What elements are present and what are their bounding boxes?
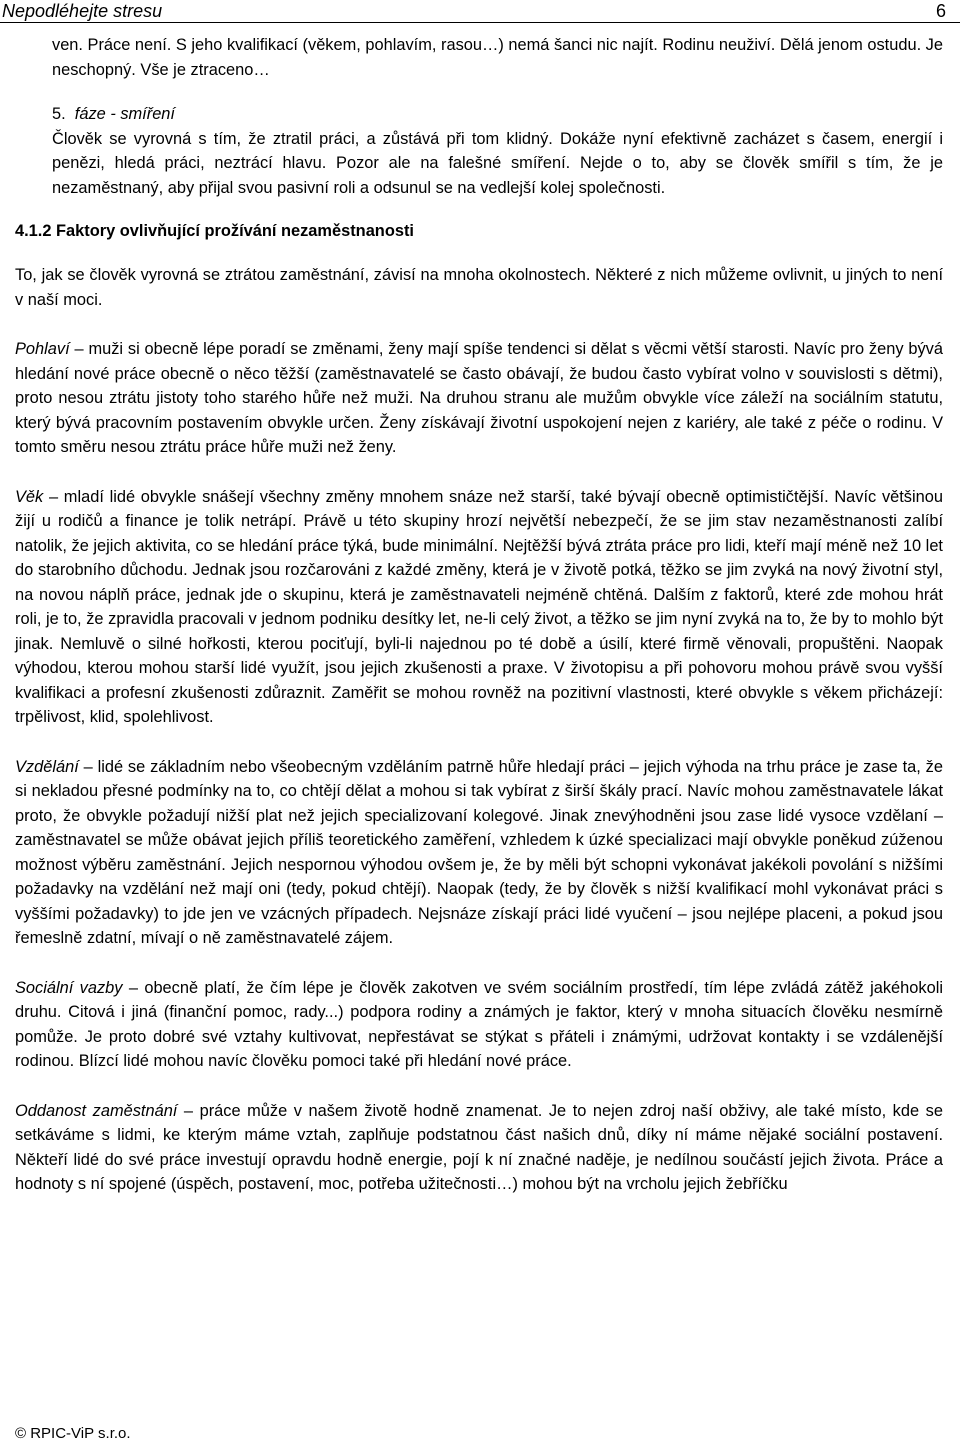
stage-5-block <box>15 102 943 200</box>
factor-text: – lidé se základním nebo všeobecným vzděláním patrně hůře hledají práci – jejich výhoda na trhu práce je zase ta, že si nekladou přesné podmínky na to, co chtějí dělat a mohou si tak vybírat z širší škály prací. Navíc mohou zaměstnavatele lákat proto, že obvykle požadují nižší plat než jejich specializovaní kolegové. Jinak znevýhodněni jsou zase lidé vysoce vzdělaní – zaměstnavatel se může obávat jejich příliš teoretického zaměření, vzhledem k úzké specializaci mají obvykle poněkud zúženou možnost výběru zaměstnání. Jejich nespornou výhodou ovšem je, že by měli být schopni vykonávat jakékoli povolání s nižšími požadavky na vzdělání než mají oni (tedy, pokud chtějí). Naopak (tedy, že by člověk s nižší kvalifikací mohl vykonávat práci s vyššími požadavky) to jde jen ve vzácných případech. Nejsnáze získají práci lidé vyučení – jsou nejlépe placeni, a pokud jsou řemeslně zdatní, mívají o ně zaměstnavatelé zájem. <box>15 757 943 947</box>
page-header <box>0 0 960 23</box>
factor-paragraph-social-ties <box>15 976 943 1074</box>
page-footer <box>15 1424 131 1444</box>
stage-5-title-line <box>52 102 943 127</box>
factor-paragraph-age <box>15 485 943 730</box>
factor-label: Věk <box>15 487 44 506</box>
stage-5-title: fáze - smíření <box>74 105 175 123</box>
factor-text: – práce může v našem životě hodně znamenat. Je to nejen zdroj naší obživy, ale také místo, kde se setkáváme s lidmi, ke kterým máme vztah, zaplňuje podstatnou část našich dnů, díky ní máme nějaké sociální postavení. Někteří lidé do své práce investují opravdu hodně energie, pojí k ní značné naděje, je nedílnou součástí jejich života. Práce a hodnoty s ní spojené (úspěch, postavení, moc, potřeba užitečnosti…) mohou být na vrcholu jejich žebříčku <box>15 1101 943 1193</box>
factor-label: Oddanost zaměstnání <box>15 1101 178 1120</box>
factor-paragraph-gender <box>15 337 943 460</box>
stage-5-number: 5. <box>52 105 66 123</box>
section-heading: 4.1.2 Faktory ovlivňující prožívání nezaměstnanosti <box>15 222 414 240</box>
continuation-text: ven. Práce není. S jeho kvalifikací (věkem, pohlavím, rasou…) nemá šanci nic najít. Rodinu neuživí. Dělá jenom ostudu. Je neschopný. Vše je ztraceno… <box>52 36 943 79</box>
factor-text: – mladí lidé obvykle snášejí všechny změny mnohem snáze než starší, také bývají obecně optimističtější. Navíc většinou žijí u rodičů a finance je tolik netrápí. Právě u této skupiny hrozí největší nebezpečí, že se jim stav nezaměstnanosti zalíbí natolik, že jejich aktivita, co se hledání práce týká, bude minimální. Nejtěžší bývá ztráta práce pro lidi, kteří mají méně než 10 let do starobního důchodu. Jednak jsou rozčarováni z každé změny, která je v životě potká, těžko se jim zvyká na nový životní styl, na novou náplň práce, jednak jde o skupinu, která je zaměstnavateli nejméně chtěná. Dalším z faktorů, které zde mohou hrát roli, je to, že zpravidla pracovali v jednom podniku desítky let, ne-li celý život, a těžko se jim nyní zvyká na to, že by to mohlo být jinak. Nemluvě o silné hořkosti, kterou pociťují, byli-li najednou po té době a úsilí, které firmě věnovali, propuštěni. Naopak výhodou, kterou mohou starší lidé využít, jsou jejich zkušenosti a praxe. V životopisu a při pohovoru mohou právě svou vyšší kvalifikaci a profesní zkušenosti zdůraznit. Zaměřit se mohou rovněž na pozitivní vlastnosti, které obvykle s věkem přicházejí: trpělivost, klid, spolehlivost. <box>15 487 943 726</box>
factor-text: – obecně platí, že čím lépe je člověk zakotven ve svém sociálním prostředí, tím lépe zvládá zátěž jakéhokoli druhu. Citová i jiná (finanční pomoc, rady...) podpora rodiny a známých je faktor, který v mnoha situacích člověku nesmírně pomůže. Je proto dobré své vztahy kultivovat, nepřestávat se stýkat s přáteli i známými, udržovat kontakty i se vzdálenější rodinou. Blízcí lidé mohou navíc člověku pomoci také při hledání nové práce. <box>15 978 943 1070</box>
continuation-paragraph <box>15 33 943 82</box>
page-number: 6 <box>935 1 946 21</box>
document-body <box>15 33 943 1197</box>
factor-label: Pohlaví <box>15 340 70 358</box>
factor-label: Sociální vazby <box>15 978 123 997</box>
section-intro-text: To, jak se člověk vyrovná se ztrátou zaměstnání, závisí na mnoha okolnostech. Některé z nich můžeme ovlivnit, u jiných to není v naší moci. <box>15 266 943 309</box>
factor-paragraph-job-devotion <box>15 1099 943 1197</box>
section-intro <box>15 263 943 312</box>
copyright-notice: © RPIC-ViP s.r.o. <box>15 1425 131 1442</box>
factor-text: – muži si obecně lépe poradí se změnami, ženy mají spíše tendenci si dělat s věcmi větší starosti. Navíc pro ženy bývá hledání nové práce obecně o něco těžší (zaměstnavatelé se často obávají, že budou často vybírat volno v souvislosti s dětmi), proto nesou ztrátu jistoty toho starého hůře než muži. Na druhou stranu ale mužům obvykle více záleží na sociálním statutu, který bývá pracovním postavením obvykle určen. Ženy získávají životní uspokojení nejen z kariéry, ale také z péče o rodinu. V tomto směru nesou ztrátu práce hůře muži než ženy. <box>15 340 943 456</box>
document-title: Nepodléhejte stresu <box>2 1 163 21</box>
stage-5-text: Člověk se vyrovná s tím, že ztratil práci, a zůstává při tom klidný. Dokáže nyní efektivně zacházet s časem, energií i penězi, hledá práci, neztrácí hlavu. Pozor ale na falešné smíření. Nejde o to, aby se člověk smířil s tím, že je nezaměstnaný, aby přijal svou pasivní roli a odsunul se na vedlejší kolej společnosti. <box>52 129 943 197</box>
factor-paragraph-education <box>15 755 943 951</box>
factor-label: Vzdělání <box>15 757 79 776</box>
